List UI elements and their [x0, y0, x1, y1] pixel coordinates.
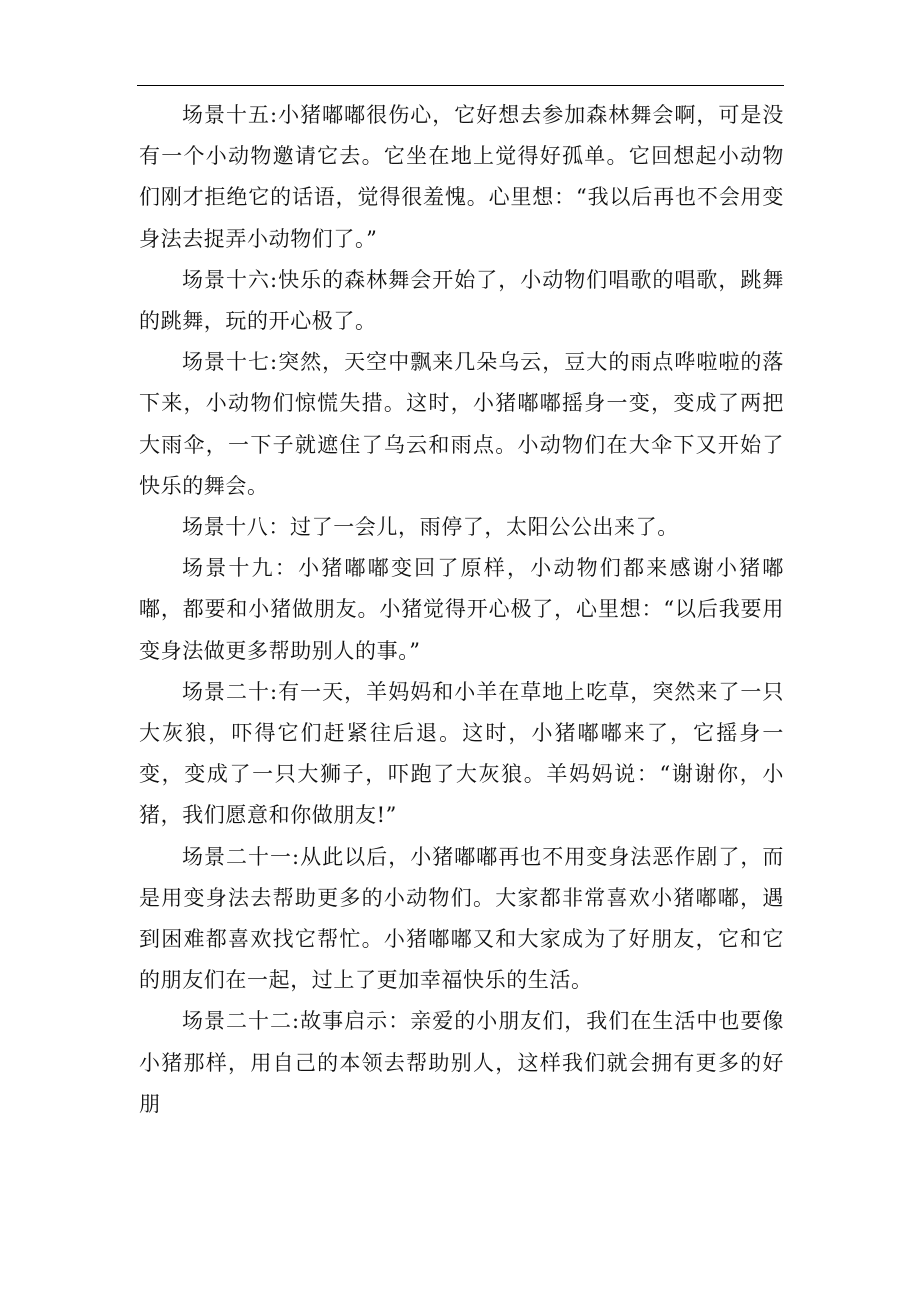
paragraph-scene-15: 场景十五:小猪嘟嘟很伤心，它好想去参加森林舞会啊，可是没有一个小动物邀请它去。它坐在地上觉得好孤单。它回想起小动物们刚才拒绝它的话语，觉得很羞愧。心里想：“我以后再也不会用变身法去捉弄小动物们了。” [139, 103, 784, 251]
header-rule [137, 85, 784, 86]
paragraph-scene-20: 场景二十:有一天，羊妈妈和小羊在草地上吃草，突然来了一只大灰狼，吓得它们赶紧往后退。这时，小猪嘟嘟来了，它摇身一变，变成了一只大狮子，吓跑了大灰狼。羊妈妈说：“谢谢你，小猪，我们愿意和你做朋友!” [139, 679, 784, 828]
paragraph-scene-16: 场景十六:快乐的森林舞会开始了，小动物们唱歌的唱歌，跳舞的跳舞，玩的开心极了。 [139, 267, 784, 334]
paragraph-scene-17: 场景十七:突然，天空中飘来几朵乌云，豆大的雨点哗啦啦的落下来，小动物们惊慌失措。这时，小猪嘟嘟摇身一变，变成了两把大雨伞，一下子就遮住了乌云和雨点。小动物们在大伞下又开始了快乐的舞会。 [139, 350, 784, 498]
paragraph-scene-21: 场景二十一:从此以后，小猪嘟嘟再也不用变身法恶作剧了，而是用变身法去帮助更多的小动物们。大家都非常喜欢小猪嘟嘟，遇到困难都喜欢找它帮忙。小猪嘟嘟又和大家成为了好朋友，它和它的朋友们在一起，过上了更加幸福快乐的生活。 [139, 844, 784, 993]
paragraph-scene-19: 场景十九：小猪嘟嘟变回了原样，小动物们都来感谢小猪嘟嘟，都要和小猪做朋友。小猪觉得开心极了，心里想：“以后我要用变身法做更多帮助别人的事。” [139, 556, 784, 663]
paragraph-scene-22: 场景二十二:故事启示：亲爱的小朋友们，我们在生活中也要像小猪那样，用自己的本领去帮助别人，这样我们就会拥有更多的好朋 [139, 1009, 784, 1116]
paragraph-scene-18: 场景十八：过了一会儿，雨停了，太阳公公出来了。 [182, 515, 679, 540]
document-body [139, 95, 784, 1125]
